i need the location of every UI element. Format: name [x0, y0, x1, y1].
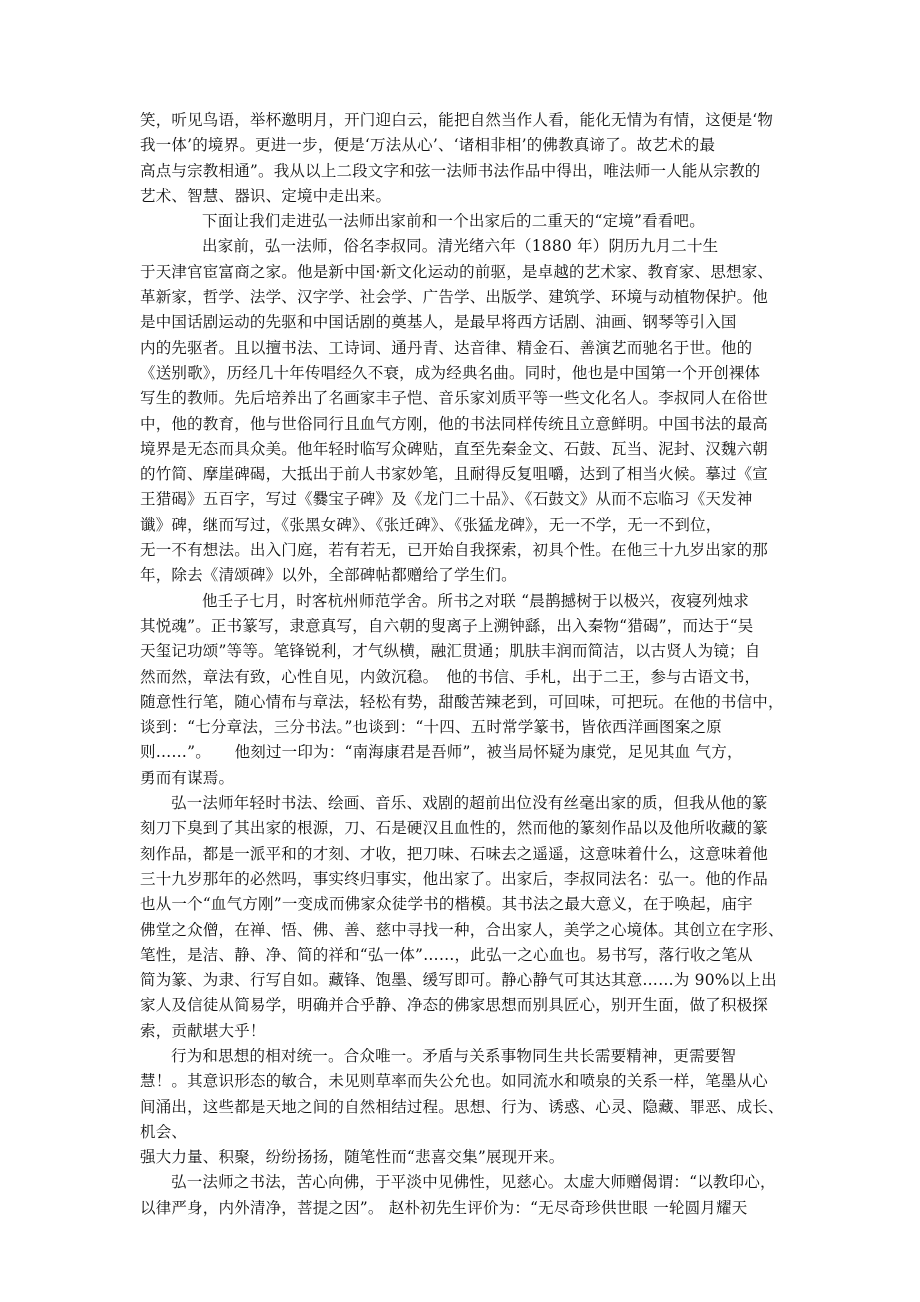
text-line: 我一体’的境界。更进一步，便是‘万法从心’、‘诸相非相’的佛教真谛了。故艺术的最 — [140, 136, 716, 155]
text-line: 刻作品，都是一派平和的才刻、才收，把刀味、石味去之遥遥，这意味着什么，这意味着他 — [140, 844, 769, 863]
text-line: 刻刀下臭到了其出家的根源，刀、石是硬汉且血性的，然而他的篆刻作品以及他所收藏的篆 — [140, 819, 769, 838]
paragraph-before-ordination — [140, 234, 785, 588]
text-line: 他壬子七月，时客杭州师范学舍。所书之对联 “晨鹊撼树于以极兴，夜寝列烛求 — [202, 591, 750, 610]
text-line: 弘一法师年轻时书法、绘画、音乐、戏剧的超前出位没有丝毫出家的质，但我从他的篆 — [171, 794, 768, 813]
text-line: 笑，听见鸟语，举杯邀明月，开门迎白云，能把自然当作人看，能化无情为有情，这便是‘物 — [140, 111, 774, 129]
text-line: 是中国话剧运动的先驱和中国话剧的奠基人，是最早将西方话剧、油画、钢琴等引入国 — [140, 313, 737, 332]
text-line: 行为和思想的相对统一。合众唯一。矛盾与关系事物同生共长需要精神，更需要智 — [171, 1046, 737, 1065]
text-line: 出家前，弘一法师，俗名李叔同。清光绪六年（1880 年）阴历九月二十生 — [202, 237, 719, 256]
paragraph-introduction — [140, 209, 785, 234]
text-line: 年，除去《清颂碑》以外，全部碑帖都赠给了学生们。 — [140, 566, 517, 585]
text-line: 也从一个“血气方刚”一变成而佛家众徒学书的楷模。其书法之最大意义，在于唤起，庙宇 — [140, 895, 753, 914]
text-line: 强大力量、积聚，纷纷扬扬，随笔性而“悲喜交集”展现开来。 — [140, 1148, 565, 1167]
text-line: 谈到：“七分章法，三分书法。”也谈到：“十四、五时常学篆书，皆依西洋画图案之原 — [140, 718, 722, 737]
text-line: 其悦魂”。正书篆写，隶意真写，自六朝的叟离子上溯钟繇，出入秦物“猎碣”，而达于“吴 — [140, 616, 754, 635]
paragraph-unity-of-action-and-thought — [140, 1044, 785, 1170]
text-line: 写生的教师。先后培养出了名画家丰子恺、音乐家刘质平等一些文化名人。李叔同人在俗世 — [140, 389, 769, 408]
text-line: 艺术、智慧、器识、定境中走出来。 — [140, 186, 392, 205]
text-line: 以律严身，内外清净，菩提之因”。 赵朴初先生评价为：“无尽奇珍供世眼 一轮圆月耀天 — [140, 1198, 748, 1217]
text-line: 高点与宗教相通”。我从以上二段文字和弦一法师书法作品中得出，唯法师一人能从宗教的 — [140, 161, 761, 180]
text-line: 家人及信徒从简易学，明确并合乎静、净态的佛家思想而别具匠心，别开生面，做了积极探 — [140, 996, 769, 1015]
text-line: 索，贡献堪大乎！ — [140, 1021, 266, 1040]
text-line: 则……”。 他刻过一印为：“南海康君是吾师”，被当局怀疑为康党，足见其血 气方， — [140, 743, 743, 762]
text-line: 三十九岁那年的必然吗，事实终归事实，他出家了。出家后，李叔同法名：弘一。他的作品 — [140, 869, 769, 888]
text-line: 革新家，哲学、法学、汉字学、社会学、广告学、出版学、建筑学、环境与动植物保护。他 — [140, 288, 769, 307]
paragraph-after-ordination — [140, 791, 785, 1044]
text-line: 弘一法师之书法，苦心向佛，于平淡中见佛性，见慈心。太虚大师赠偈谓：“以教印心， — [171, 1173, 776, 1192]
text-line: 谶》碑，继而写过，《张黑女碑》、《张迁碑》、《张猛龙碑》，无一不学，无一不到位， — [140, 515, 722, 534]
text-line: 《送别歌》，历经几十年传唱经久不衰，成为经典名曲。同时，他也是中国第一个开创裸体 — [140, 363, 761, 382]
text-line: 天玺记功颂”等等。笔锋锐利，才气纵横，融汇贯通；肌肤丰润而简洁，以古贤人为镜；自 — [140, 642, 761, 661]
text-line: 随意性行笔，随心情布与章法，轻松有势，甜酸苦辣老到，可回味，可把玩。在他的书信中， — [140, 692, 784, 711]
text-line: 王猎碣》五百字，写过《爨宝子碑》及《龙门二十品》、《石鼓文》从而不忘临习《天发神 — [140, 490, 753, 509]
text-line: 境界是无态而具众美。他年轻时临写众碑贴，直至先秦金文、石鼓、瓦当、泥封、汉魏六朝 — [140, 439, 769, 458]
paragraph-evaluation — [140, 1170, 785, 1221]
text-line: 于天津官宦富商之家。他是新中国·新文化运动的前驱，是卓越的艺术家、教育家、思想家、 — [140, 262, 774, 281]
text-line: 慧！。其意识形态的敏合，未见则草率而失公允也。如同流水和喷泉的关系一样，笔墨从心 — [140, 1072, 769, 1091]
paragraph-art-and-religion — [140, 108, 785, 209]
text-line: 佛堂之众僧，在禅、悟、佛、善、慈中寻找一种，合出家人，美学之心境体。其创立在字形、 — [140, 920, 784, 939]
text-line: 内的先驱者。且以擅书法、工诗词、通丹青、达音律、精金石、善演艺而驰名于世。他的 — [140, 338, 753, 357]
text-line: 的竹简、摩崖碑碣，大抵出于前人书家妙笔，且耐得反复咀嚼，达到了相当火候。摹过《宣 — [140, 465, 769, 484]
text-line: 机会、 — [140, 1122, 188, 1141]
text-line: 下面让我们走进弘一法师出家前和一个出家后的二重天的“定境”看看吧。 — [202, 212, 705, 231]
text-line: 间涌出，这些都是天地之间的自然相结过程。思想、行为、诱惑、心灵、隐藏、罪恶、成长、 — [140, 1097, 784, 1116]
text-line: 勇而有谋焉。 — [140, 768, 235, 787]
document-page — [140, 108, 785, 1221]
text-line: 笔性，是洁、静、净、简的祥和“弘一体”……，此弘一之心血也。易书写，落行收之笔从 — [140, 945, 753, 964]
text-line: 然而然，章法有致，心性自见，内敛沉稳。 他的书信、手札，出于二王，参与古语文书， — [140, 667, 761, 686]
text-line: 中，他的教育，他与世俗同行且血气方刚，他的书法同样传统且立意鲜明。中国书法的最高 — [140, 414, 769, 433]
text-line: 无一不有想法。出入门庭，若有若无，已开始自我探索，初具个性。在他三十九岁出家的那 — [140, 541, 769, 560]
text-line: 简为篆、为隶、行写自如。藏锋、饱墨、缓写即可。静心静气可其达其意……为 90%以上出 — [140, 971, 777, 990]
paragraph-calligraphy-couplet — [140, 589, 785, 791]
